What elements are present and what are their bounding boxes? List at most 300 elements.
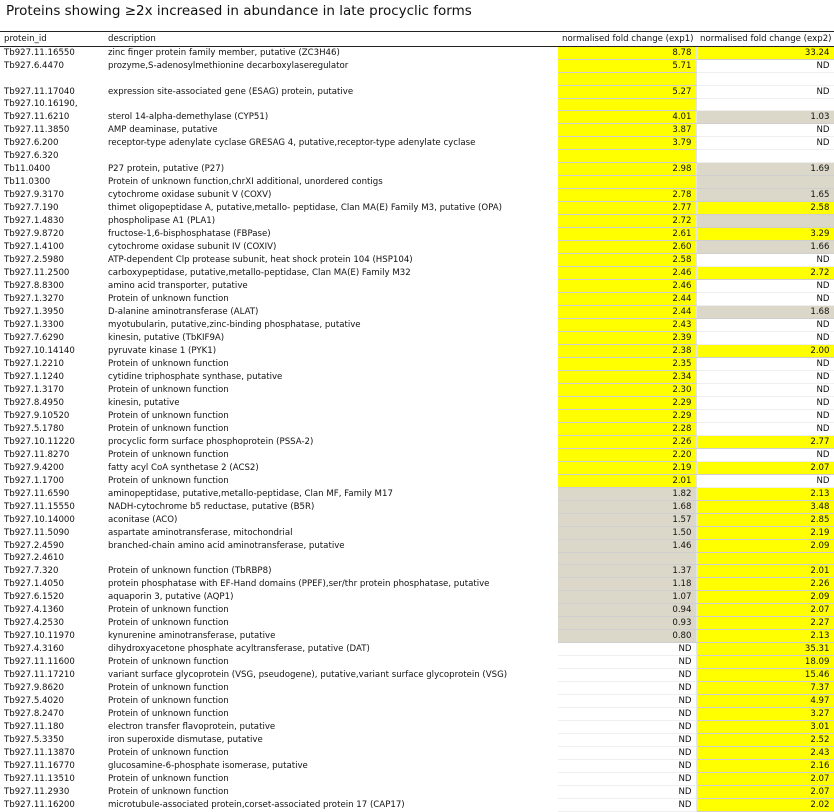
description-cell: amino acid transporter, putative [108, 280, 248, 291]
protein-id-cell: Tb927.6.200 [4, 138, 59, 149]
table-row [0, 98, 834, 111]
description-cell: kinesin, putative [108, 397, 180, 408]
protein-id-cell: Tb927.9.10520 [4, 410, 70, 421]
fold-change-exp1-cell: 0.80 [558, 630, 696, 643]
fold-change-exp2-cell: 2.72 [696, 266, 834, 279]
fold-change-exp2-cell: 3.29 [696, 227, 834, 240]
fold-change-exp2-cell: 2.13 [696, 487, 834, 500]
table-row [0, 162, 834, 175]
fold-change-exp2-cell: ND [696, 370, 834, 383]
fold-change-exp2-cell: ND [696, 124, 834, 137]
protein-id-cell: Tb927.8.2470 [4, 709, 64, 720]
description-cell: glucosamine-6-phosphate isomerase, putative [108, 761, 308, 772]
fold-change-exp1-cell: 2.28 [558, 422, 696, 435]
fold-change-exp2-cell: ND [696, 60, 834, 73]
protein-id-cell: Tb927.1.1700 [4, 475, 64, 486]
fold-change-exp1-cell: 2.26 [558, 435, 696, 448]
description-cell: NADH-cytochrome b5 reductase, putative (B5R) [108, 501, 315, 512]
table-row [0, 305, 834, 318]
fold-change-exp1-cell: ND [558, 760, 696, 773]
description-cell: aspartate aminotransferase, mitochondrial [108, 527, 293, 538]
table-row [0, 708, 834, 721]
table-row [0, 734, 834, 747]
description-cell: kynurenine aminotransferase, putative [108, 631, 276, 642]
protein-id-cell: Tb927.11.180 [4, 722, 64, 733]
fold-change-exp1-cell: 1.37 [558, 565, 696, 578]
description-cell: Protein of unknown function [108, 787, 229, 798]
table-row [0, 111, 834, 124]
protein-id-cell: Tb927.5.4020 [4, 696, 64, 707]
fold-change-exp2-cell: ND [696, 357, 834, 370]
description-cell [104, 73, 558, 86]
description-cell: aquaporin 3, putative (AQP1) [108, 592, 234, 603]
description-cell: D-alanine aminotransferase (ALAT) [108, 306, 259, 317]
protein-id-cell: Tb927.2.4610 [4, 553, 64, 564]
table-row [0, 370, 834, 383]
fold-change-exp2-cell [696, 73, 834, 86]
fold-change-exp1-cell: ND [558, 773, 696, 786]
description-cell: Protein of unknown function [108, 709, 229, 720]
fold-change-exp2-cell: ND [696, 422, 834, 435]
protein-id-cell: Tb927.11.8270 [4, 449, 70, 460]
protein-id-cell: Tb927.11.15550 [4, 501, 75, 512]
protein-id-cell: Tb927.11.17040 [4, 86, 75, 97]
table-row [0, 474, 834, 487]
protein-id-cell: Tb927.1.3950 [4, 306, 64, 317]
protein-id-cell: Tb927.8.8300 [4, 280, 64, 291]
description-cell: fructose-1,6-bisphosphatase (FBPase) [108, 228, 271, 239]
protein-id-cell: Tb927.1.3300 [4, 319, 64, 330]
description-cell: kinesin, putative (TbKIF9A) [108, 332, 225, 343]
fold-change-exp2-cell: 2.09 [696, 539, 834, 552]
fold-change-exp2-cell: 2.09 [696, 591, 834, 604]
protein-id-cell: Tb927.11.13510 [4, 774, 75, 785]
fold-change-exp2-cell: 3.27 [696, 708, 834, 721]
fold-change-exp1-cell: ND [558, 721, 696, 734]
protein-id-cell: Tb927.9.8720 [4, 228, 64, 239]
fold-change-exp2-cell: 1.69 [696, 162, 834, 175]
fold-change-exp1-cell: 2.20 [558, 448, 696, 461]
fold-change-exp2-cell: 2.07 [696, 786, 834, 799]
protein-id-cell: Tb927.10.11970 [4, 631, 75, 642]
fold-change-exp1-cell: 2.60 [558, 240, 696, 253]
fold-change-exp2-cell: 7.37 [696, 682, 834, 695]
description-cell: dihydroxyacetone phosphate acyltransferase, putative (DAT) [108, 644, 370, 655]
description-cell: fatty acyl CoA synthetase 2 (ACS2) [108, 462, 259, 473]
table-row [0, 539, 834, 552]
fold-change-exp2-cell: 2.85 [696, 513, 834, 526]
description-cell: P27 protein, putative (P27) [108, 163, 225, 174]
table-row [0, 526, 834, 539]
fold-change-exp2-cell: 1.03 [696, 111, 834, 124]
description-cell: Protein of unknown function [108, 657, 229, 668]
table-row [0, 513, 834, 526]
table-row [0, 124, 834, 137]
fold-change-exp1-cell: 5.71 [558, 60, 696, 73]
fold-change-exp2-cell: 33.24 [696, 47, 834, 60]
fold-change-exp2-cell: 1.66 [696, 240, 834, 253]
table-row [0, 643, 834, 656]
table-row [0, 604, 834, 617]
fold-change-exp1-cell: 2.29 [558, 396, 696, 409]
fold-change-exp2-cell [696, 150, 834, 163]
fold-change-exp2-cell: ND [696, 137, 834, 150]
table-row [0, 435, 834, 448]
description-cell [104, 98, 558, 111]
fold-change-exp2-cell: ND [696, 318, 834, 331]
fold-change-exp1-cell: 2.78 [558, 188, 696, 201]
fold-change-exp1-cell: 2.35 [558, 357, 696, 370]
fold-change-exp1-cell: 1.50 [558, 526, 696, 539]
description-cell: Protein of unknown function [108, 410, 229, 421]
table-row [0, 500, 834, 513]
protein-id-cell: Tb927.1.3270 [4, 293, 64, 304]
fold-change-exp2-cell: 2.00 [696, 344, 834, 357]
protein-id-cell: Tb927.2.5980 [4, 254, 64, 265]
fold-change-exp1-cell: ND [558, 669, 696, 682]
fold-change-exp2-cell: 18.09 [696, 656, 834, 669]
table-row [0, 60, 834, 73]
table-row [0, 73, 834, 86]
description-cell: Protein of unknown function [108, 423, 229, 434]
fold-change-exp2-cell: 2.58 [696, 201, 834, 214]
protein-id-cell: Tb927.9.3170 [4, 189, 64, 200]
protein-id-cell: Tb927.11.5090 [4, 527, 70, 538]
table-row [0, 422, 834, 435]
protein-id-cell: Tb927.11.17210 [4, 670, 75, 681]
fold-change-exp1-cell: 2.61 [558, 227, 696, 240]
description-cell: Protein of unknown function [108, 605, 229, 616]
table-row [0, 747, 834, 760]
fold-change-exp2-cell: ND [696, 253, 834, 266]
fold-change-exp2-cell: 2.19 [696, 526, 834, 539]
table-row [0, 47, 834, 60]
fold-change-exp2-cell: ND [696, 448, 834, 461]
fold-change-exp1-cell: 4.01 [558, 111, 696, 124]
protein-id-cell: Tb927.10.14000 [4, 514, 75, 525]
table-row [0, 578, 834, 591]
table-row [0, 461, 834, 474]
fold-change-exp2-cell: ND [696, 292, 834, 305]
table-row [0, 240, 834, 253]
fold-change-exp1-cell: ND [558, 643, 696, 656]
table-row [0, 487, 834, 500]
header-description: description [104, 32, 558, 47]
description-cell: Protein of unknown function [108, 683, 229, 694]
protein-id-cell: Tb927.11.6210 [4, 112, 70, 123]
protein-id-cell: Tb927.10.14140 [4, 345, 75, 356]
header-fold-change-exp1: normalised fold change (exp1) [558, 32, 696, 47]
protein-id-cell: Tb927.4.1360 [4, 605, 64, 616]
header-protein-id: protein_id [0, 32, 104, 47]
fold-change-exp1-cell: 1.68 [558, 500, 696, 513]
description-cell: Protein of unknown function [108, 618, 229, 629]
table-row [0, 175, 834, 188]
description-cell: expression site-associated gene (ESAG) protein, putative [108, 86, 354, 97]
fold-change-exp1-cell: 1.82 [558, 487, 696, 500]
table-row [0, 409, 834, 422]
table-row [0, 188, 834, 201]
protein-id-cell: Tb11.0300 [4, 176, 51, 187]
fold-change-exp1-cell: 8.78 [558, 47, 696, 60]
table-row [0, 201, 834, 214]
description-cell: phospholipase A1 (PLA1) [108, 215, 216, 226]
fold-change-exp1-cell: 1.07 [558, 591, 696, 604]
fold-change-exp2-cell: 4.97 [696, 695, 834, 708]
description-cell: zinc finger protein family member, putative (ZC3H46) [108, 48, 340, 59]
table-row [0, 214, 834, 227]
table-row [0, 292, 834, 305]
fold-change-exp1-cell [558, 73, 696, 86]
protein-id-cell: Tb927.1.2210 [4, 358, 64, 369]
description-cell [104, 150, 558, 163]
protein-id-cell: Tb927.9.4200 [4, 462, 64, 473]
table-row [0, 721, 834, 734]
fold-change-exp1-cell: ND [558, 747, 696, 760]
protein-id-cell: Tb927.1.4100 [4, 241, 64, 252]
description-cell: Protein of unknown function,chrXI additional, unordered contigs [108, 176, 383, 187]
fold-change-exp2-cell: 15.46 [696, 669, 834, 682]
description-cell: receptor-type adenylate cyclase GRESAG 4, putative,receptor-type adenylate cyclase [108, 138, 476, 149]
table-row [0, 669, 834, 682]
table-row [0, 344, 834, 357]
fold-change-exp2-cell: 2.52 [696, 734, 834, 747]
description-cell: cytochrome oxidase subunit V (COXV) [108, 189, 272, 200]
fold-change-exp1-cell: 2.34 [558, 370, 696, 383]
protein-id-cell: Tb927.10.11220 [4, 436, 75, 447]
description-cell: microtubule-associated protein,corset-associated protein 17 (CAP17) [108, 800, 405, 811]
fold-change-exp2-cell: 1.65 [696, 188, 834, 201]
description-cell: prozyme,S-adenosylmethionine decarboxylaseregulator [108, 61, 349, 71]
fold-change-exp1-cell: 2.38 [558, 344, 696, 357]
description-cell: cytidine triphosphate synthase, putative [108, 371, 283, 382]
fold-change-exp2-cell: 2.13 [696, 630, 834, 643]
table-row [0, 760, 834, 773]
protein-id-cell: Tb927.11.16200 [4, 800, 75, 811]
fold-change-exp2-cell: ND [696, 331, 834, 344]
fold-change-exp2-cell: ND [696, 409, 834, 422]
fold-change-exp1-cell: 0.93 [558, 617, 696, 630]
fold-change-exp2-cell: 3.01 [696, 721, 834, 734]
fold-change-exp1-cell: 2.19 [558, 461, 696, 474]
description-cell: thimet oligopeptidase A, putative,metallo- peptidase, Clan MA(E) Family M3, putative (OPA) [108, 202, 502, 213]
table-row [0, 617, 834, 630]
description-cell: pyruvate kinase 1 (PYK1) [108, 345, 217, 356]
description-cell: branched-chain amino acid aminotransferase, putative [108, 540, 345, 551]
protein-id-cell: Tb927.11.16770 [4, 761, 75, 772]
fold-change-exp1-cell: 2.46 [558, 279, 696, 292]
description-cell: electron transfer flavoprotein, putative [108, 722, 276, 733]
table-row [0, 318, 834, 331]
protein-id-cell: Tb927.10.16190, [4, 99, 78, 110]
fold-change-exp2-cell: ND [696, 85, 834, 98]
fold-change-exp1-cell: 2.58 [558, 253, 696, 266]
table-row [0, 630, 834, 643]
protein-id-cell: Tb11.0400 [4, 163, 51, 174]
fold-change-exp1-cell: 5.27 [558, 85, 696, 98]
protein-id-cell: Tb927.11.11600 [4, 657, 75, 668]
protein-id-cell: Tb927.11.3850 [4, 125, 70, 136]
fold-change-exp1-cell: ND [558, 734, 696, 747]
description-cell: aconitase (ACO) [108, 514, 178, 525]
fold-change-exp2-cell [696, 175, 834, 188]
fold-change-exp1-cell: ND [558, 656, 696, 669]
protein-id-cell: Tb927.6.1520 [4, 592, 64, 603]
fold-change-exp1-cell [558, 175, 696, 188]
protein-id-cell: Tb927.8.4950 [4, 397, 64, 408]
table-row [0, 682, 834, 695]
description-cell: Protein of unknown function [108, 748, 229, 759]
protein-id-cell: Tb927.11.16550 [4, 48, 75, 59]
protein-id-cell: Tb927.11.13870 [4, 748, 75, 759]
fold-change-exp2-cell: 2.07 [696, 461, 834, 474]
fold-change-exp1-cell: ND [558, 799, 696, 812]
fold-change-exp1-cell: ND [558, 695, 696, 708]
protein-id-cell: Tb927.4.3160 [4, 644, 64, 655]
description-cell: sterol 14-alpha-demethylase (CYP51) [108, 112, 269, 123]
fold-change-exp2-cell: 2.07 [696, 604, 834, 617]
protein-id-cell: Tb927.7.6290 [4, 332, 64, 343]
description-cell: carboxypeptidase, putative,metallo-peptidase, Clan MA(E) Family M32 [108, 267, 411, 278]
description-cell: Protein of unknown function [108, 358, 229, 369]
fold-change-exp1-cell: 2.72 [558, 214, 696, 227]
fold-change-exp1-cell: 2.29 [558, 409, 696, 422]
page-title: Proteins showing ≥2x increased in abundance in late procyclic forms [6, 3, 472, 19]
fold-change-exp1-cell: 2.44 [558, 292, 696, 305]
protein-id-cell: Tb927.2.4590 [4, 540, 64, 551]
description-cell: aminopeptidase, putative,metallo-peptidase, Clan MF, Family M17 [108, 488, 393, 499]
protein-id-cell: Tb927.1.3170 [4, 384, 64, 395]
fold-change-exp1-cell: ND [558, 786, 696, 799]
protein-id-cell: Tb927.5.3350 [4, 735, 64, 746]
fold-change-exp1-cell: 0.94 [558, 604, 696, 617]
table-row [0, 396, 834, 409]
header-fold-change-exp2: normalised fold change (exp2) [696, 32, 834, 47]
header-row [0, 32, 834, 47]
fold-change-exp2-cell: 2.07 [696, 773, 834, 786]
fold-change-exp2-cell: ND [696, 396, 834, 409]
description-cell: Protein of unknown function [108, 293, 229, 304]
description-cell: AMP deaminase, putative [108, 125, 218, 136]
description-cell: myotubularin, putative,zinc-binding phosphatase, putative [108, 319, 361, 330]
fold-change-exp1-cell: 3.79 [558, 137, 696, 150]
table-row [0, 150, 834, 163]
fold-change-exp1-cell: 2.77 [558, 201, 696, 214]
table-row [0, 799, 834, 812]
table-row [0, 85, 834, 98]
table-row [0, 266, 834, 279]
fold-change-exp1-cell: ND [558, 708, 696, 721]
fold-change-exp2-cell: ND [696, 474, 834, 487]
protein-id-cell: Tb927.1.1240 [4, 371, 64, 382]
fold-change-exp1-cell: 2.98 [558, 162, 696, 175]
fold-change-exp1-cell: 2.01 [558, 474, 696, 487]
fold-change-exp1-cell: 2.30 [558, 383, 696, 396]
fold-change-exp1-cell [558, 552, 696, 565]
fold-change-exp1-cell [558, 98, 696, 111]
table-row [0, 773, 834, 786]
fold-change-exp2-cell [696, 98, 834, 111]
description-cell: Protein of unknown function [108, 449, 229, 460]
table-row [0, 357, 834, 370]
description-cell: Protein of unknown function [108, 696, 229, 707]
protein-id-cell: Tb927.7.320 [4, 566, 59, 577]
description-cell: protein phosphatase with EF-Hand domains (PPEF),ser/thr protein phosphatase, putative [108, 579, 490, 590]
table-row [0, 656, 834, 669]
fold-change-exp1-cell: 2.46 [558, 266, 696, 279]
table-row [0, 591, 834, 604]
fold-change-exp2-cell: ND [696, 383, 834, 396]
fold-change-exp1-cell: 2.39 [558, 331, 696, 344]
table-row [0, 279, 834, 292]
fold-change-exp2-cell: 3.48 [696, 500, 834, 513]
table-row [0, 565, 834, 578]
table-row [0, 786, 834, 799]
fold-change-exp2-cell: 2.02 [696, 799, 834, 812]
fold-change-exp1-cell: 2.43 [558, 318, 696, 331]
fold-change-exp2-cell: 2.77 [696, 435, 834, 448]
protein-id-cell: Tb927.1.4830 [4, 215, 64, 226]
table-row [0, 383, 834, 396]
fold-change-exp1-cell: 1.46 [558, 539, 696, 552]
description-cell: variant surface glycoprotein (VSG, pseudogene), putative,variant surface glycoprotein (VSG) [108, 670, 508, 681]
fold-change-exp2-cell [696, 552, 834, 565]
fold-change-exp1-cell: 1.18 [558, 578, 696, 591]
protein-id-cell: Tb927.1.4050 [4, 579, 64, 590]
fold-change-exp2-cell: 35.31 [696, 643, 834, 656]
fold-change-exp2-cell: 2.26 [696, 578, 834, 591]
table-row [0, 331, 834, 344]
protein-id-cell: Tb927.11.2500 [4, 267, 70, 278]
description-cell: procyclic form surface phosphoprotein (PSSA-2) [108, 436, 314, 447]
description-cell [104, 552, 558, 565]
table-row [0, 695, 834, 708]
fold-change-exp2-cell: 1.68 [696, 305, 834, 318]
table-row [0, 253, 834, 266]
fold-change-exp1-cell [558, 150, 696, 163]
protein-id-cell: Tb927.11.2930 [4, 787, 70, 798]
protein-id-cell [0, 73, 104, 86]
fold-change-exp2-cell: ND [696, 279, 834, 292]
fold-change-exp1-cell: 2.44 [558, 305, 696, 318]
fold-change-exp1-cell: ND [558, 682, 696, 695]
protein-id-cell: Tb927.11.6590 [4, 488, 70, 499]
fold-change-exp2-cell: 2.43 [696, 747, 834, 760]
description-cell: Protein of unknown function [108, 774, 229, 785]
description-cell: Protein of unknown function [108, 384, 229, 395]
fold-change-exp2-cell: 2.16 [696, 760, 834, 773]
table-row [0, 448, 834, 461]
fold-change-exp2-cell: 2.01 [696, 565, 834, 578]
table-row [0, 552, 834, 565]
table-row [0, 137, 834, 150]
fold-change-exp2-cell: 2.27 [696, 617, 834, 630]
protein-id-cell: Tb927.6.320 [4, 151, 59, 162]
description-cell: cytochrome oxidase subunit IV (COXIV) [108, 241, 277, 252]
table-row [0, 227, 834, 240]
protein-id-cell: Tb927.7.190 [4, 202, 59, 213]
description-cell: ATP-dependent Clp protease subunit, heat shock protein 104 (HSP104) [108, 254, 413, 265]
protein-table [0, 31, 834, 812]
fold-change-exp2-cell [696, 214, 834, 227]
fold-change-exp1-cell: 3.87 [558, 124, 696, 137]
description-cell: Protein of unknown function [108, 475, 229, 486]
description-cell: iron superoxide dismutase, putative [108, 735, 263, 746]
protein-id-cell: Tb927.5.1780 [4, 423, 64, 434]
protein-id-cell: Tb927.4.2530 [4, 618, 64, 629]
description-cell: Protein of unknown function (TbRBP8) [108, 566, 272, 577]
protein-id-cell: Tb927.6.4470 [4, 61, 64, 71]
